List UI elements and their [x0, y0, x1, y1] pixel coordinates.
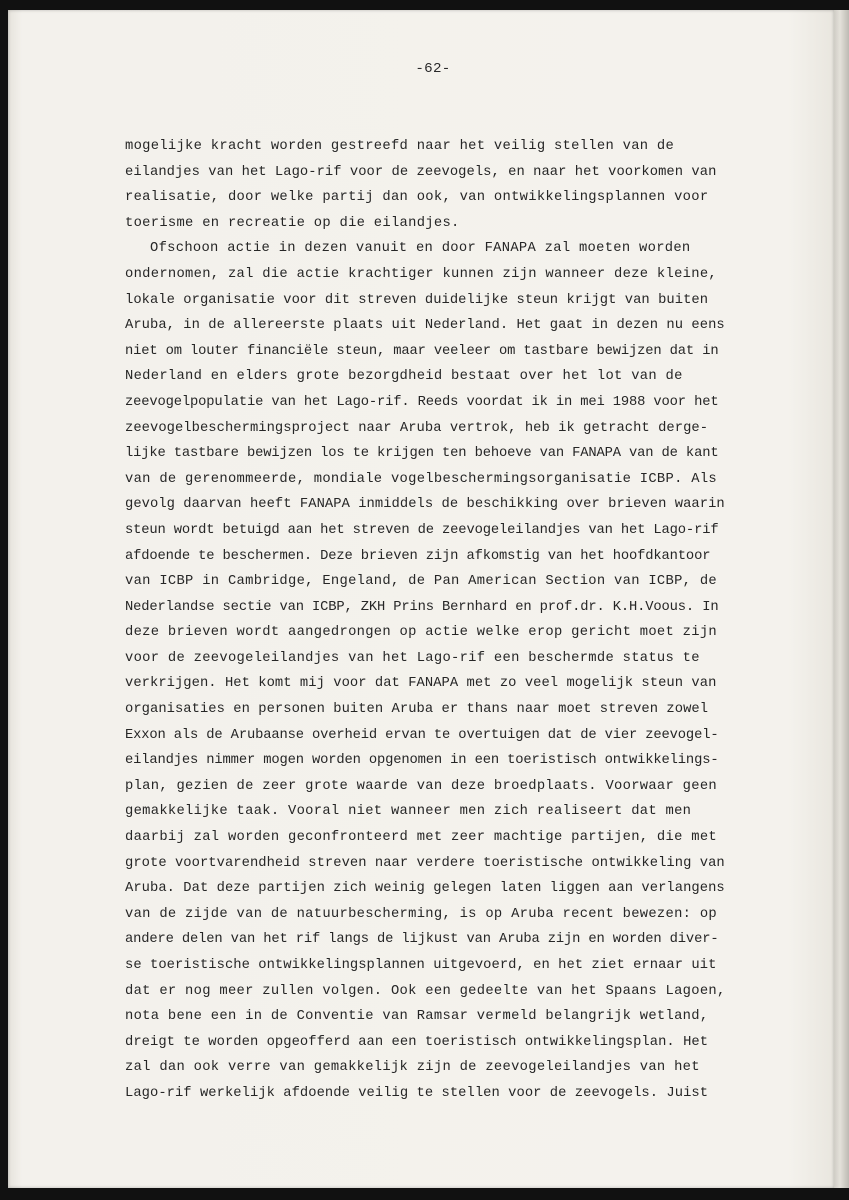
text-line: dat er nog meer zullen volgen. Ook een gedeelte van het Spaans Lagoen, — [125, 983, 726, 999]
text-line: dreigt te worden opgeofferd aan een toeristisch ontwikkelingsplan. Het — [125, 1034, 709, 1050]
text-line: se toeristische ontwikkelingsplannen uitgevoerd, en het ziet ernaar uit — [125, 958, 717, 973]
text-line: gevolg daarvan heeft FANAPA inmiddels de beschikking over brieven waarin — [125, 497, 725, 513]
text-line: Exxon als de Arubaanse overheid ervan te overtuigen dat de vier zeevogel- — [125, 727, 719, 743]
text-line: daarbij zal worden geconfronteerd met zeer machtige partijen, die met — [125, 830, 717, 846]
page-number: -62- — [415, 61, 451, 77]
text-line: lijke tastbare bewijzen los te krijgen ten behoeve van FANAPA van de kant — [125, 446, 719, 462]
text-line: Nederlandse sectie van ICBP, ZKH Prins Bernhard en prof.dr. K.H.Voous. In — [125, 599, 719, 615]
text-line: zeevogelbeschermingsproject naar Aruba vertrok, heb ik getracht derge- — [125, 420, 709, 436]
text-line: deze brieven wordt aangedrongen op actie welke erop gericht moet zijn — [125, 625, 717, 641]
text-line: Aruba. Dat deze partijen zich weinig gelegen laten liggen aan verlangens — [125, 881, 725, 897]
body-text — [125, 134, 765, 1107]
text-line: grote voortvarendheid streven naar verdere toeristische ontwikkeling van — [125, 855, 725, 871]
text-line: toerisme en recreatie op die eilandjes. — [125, 215, 460, 231]
text-line: van ICBP in Cambridge, Engeland, de Pan American Section van ICBP, de — [125, 574, 717, 590]
text-line: Nederland en elders grote bezorgdheid bestaat over het lot van de — [125, 369, 683, 385]
text-line: andere delen van het rif langs de lijkust van Aruba zijn en worden diver- — [125, 932, 719, 948]
text-line: Lago-rif werkelijk afdoende veilig te stellen voor de zeevogels. Juist — [125, 1085, 709, 1101]
text-line: realisatie, door welke partij dan ook, van ontwikkelingsplannen voor — [125, 190, 709, 206]
text-line: eilandjes van het Lago-rif voor de zeevogels, en naar het voorkomen van — [125, 164, 717, 180]
text-line: zeevogelpopulatie van het Lago-rif. Reeds voordat ik in mei 1988 voor het — [125, 394, 719, 410]
paragraph-first-line: Ofschoon actie in dezen vanuit en door FANAPA zal moeten worden — [150, 241, 691, 257]
text-line: Aruba, in de allereerste plaats uit Nederland. Het gaat in dezen nu eens — [125, 318, 725, 334]
text-line: lokale organisatie voor dit streven duidelijke steun krijgt van buiten — [125, 292, 709, 308]
text-line: verkrijgen. Het komt mij voor dat FANAPA met zo veel mogelijk steun van — [125, 676, 717, 692]
text-line: afdoende te beschermen. Deze brieven zijn afkomstig van het hoofdkantoor — [125, 548, 711, 564]
text-line: mogelijke kracht worden gestreefd naar het veilig stellen van de — [125, 139, 675, 154]
text-line: steun wordt betuigd aan het streven de zeevogeleilandjes van het Lago-rif — [125, 522, 719, 538]
text-line: niet om louter financiële steun, maar veeleer om tastbare bewijzen dat in — [125, 343, 719, 359]
text-line: plan, gezien de zeer grote waarde van deze broedplaats. Voorwaar geen — [125, 778, 717, 794]
text-line: van de gerenommeerde, mondiale vogelbeschermingsorganisatie ICBP. Als — [125, 471, 717, 487]
text-line: gemakkelijke taak. Vooral niet wanneer men zich realiseert dat men — [125, 804, 692, 820]
text-line: eilandjes nimmer mogen worden opgenomen in een toeristisch ontwikkelings- — [125, 753, 719, 769]
text-line: ondernomen, zal die actie krachtiger kunnen zijn wanneer deze kleine, — [125, 266, 717, 282]
text-line: voor de zeevogeleilandjes van het Lago-rif een beschermde status te — [125, 650, 700, 666]
text-line: organisaties en personen buiten Aruba er thans naar moet streven zowel — [125, 702, 709, 718]
text-line: nota bene een in de Conventie van Ramsar vermeld belangrijk wetland, — [125, 1009, 709, 1025]
page-edge — [834, 10, 849, 1188]
text-line: zal dan ook verre van gemakkelijk zijn de zeevogeleilandjes van het — [125, 1060, 700, 1076]
text-line: van de zijde van de natuurbescherming, is op Aruba recent bewezen: op — [125, 906, 717, 922]
